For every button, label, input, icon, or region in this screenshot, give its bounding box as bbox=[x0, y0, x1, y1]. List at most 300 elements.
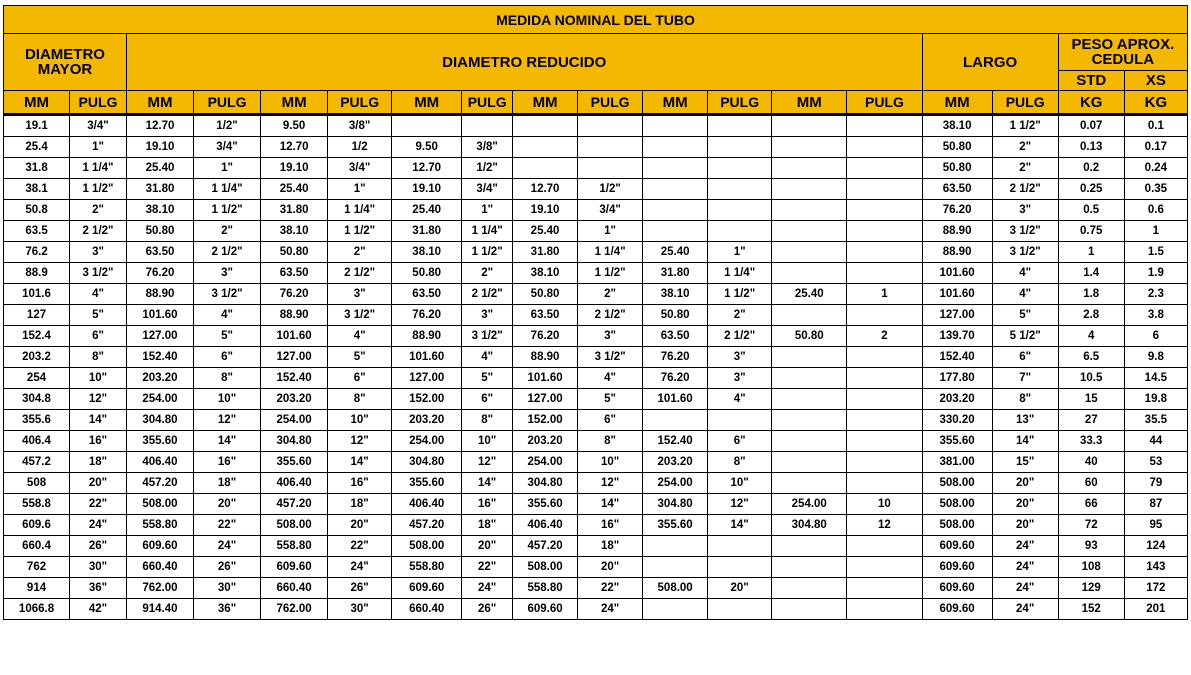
table-cell: 0.1 bbox=[1124, 115, 1187, 137]
table-cell: 19.8 bbox=[1124, 389, 1187, 410]
table-cell: 22" bbox=[194, 515, 261, 536]
table-cell: 1" bbox=[462, 200, 513, 221]
table-cell: 3 1/2" bbox=[462, 326, 513, 347]
table-cell: 19.1 bbox=[4, 115, 70, 137]
table-cell: 1 1/4" bbox=[194, 179, 261, 200]
table-cell: 2 1/2" bbox=[462, 284, 513, 305]
table-cell: 22" bbox=[70, 494, 127, 515]
table-cell: 20" bbox=[708, 578, 772, 599]
table-cell bbox=[847, 263, 922, 284]
table-row bbox=[4, 452, 1188, 473]
table-cell: 14" bbox=[992, 431, 1058, 452]
table-row bbox=[4, 578, 1188, 599]
unit-header-10: MM bbox=[643, 91, 708, 115]
table-cell bbox=[772, 389, 847, 410]
table-cell: 2 1/2" bbox=[194, 242, 261, 263]
table-cell: 2" bbox=[992, 137, 1058, 158]
table-cell bbox=[847, 389, 922, 410]
table-cell: 10" bbox=[194, 389, 261, 410]
table-cell: 2 bbox=[847, 326, 922, 347]
table-cell bbox=[643, 200, 708, 221]
unit-header-3: PULG bbox=[194, 91, 261, 115]
table-cell: 2" bbox=[578, 284, 643, 305]
table-cell: 18" bbox=[70, 452, 127, 473]
table-cell: 1/2" bbox=[578, 179, 643, 200]
table-row bbox=[4, 431, 1188, 452]
table-cell: 355.60 bbox=[643, 515, 708, 536]
table-cell: 15 bbox=[1058, 389, 1124, 410]
table-cell: 609.60 bbox=[126, 536, 193, 557]
table-cell: 19.10 bbox=[261, 158, 328, 179]
table-cell: 66 bbox=[1058, 494, 1124, 515]
table-cell: 304.80 bbox=[392, 452, 462, 473]
table-row bbox=[4, 557, 1188, 578]
table-cell: 3/4" bbox=[578, 200, 643, 221]
table-cell: 38.10 bbox=[261, 221, 328, 242]
table-cell: 24" bbox=[992, 578, 1058, 599]
table-cell: 508.00 bbox=[922, 515, 992, 536]
table-cell: 38.10 bbox=[643, 284, 708, 305]
table-cell: 304.80 bbox=[772, 515, 847, 536]
table-cell: 254.00 bbox=[126, 389, 193, 410]
table-cell bbox=[708, 158, 772, 179]
table-cell bbox=[847, 347, 922, 368]
table-cell: 1.9 bbox=[1124, 263, 1187, 284]
table-cell: 8" bbox=[328, 389, 392, 410]
table-cell: 1 1/2" bbox=[992, 115, 1058, 137]
table-cell: 1 1/4" bbox=[70, 158, 127, 179]
table-cell: 660.40 bbox=[126, 557, 193, 578]
table-cell: 16" bbox=[328, 473, 392, 494]
table-cell bbox=[847, 158, 922, 179]
table-cell: 3 1/2" bbox=[194, 284, 261, 305]
table-cell bbox=[708, 115, 772, 137]
table-cell: 25.40 bbox=[643, 242, 708, 263]
table-cell: 2 1/2" bbox=[992, 179, 1058, 200]
table-cell: 1" bbox=[708, 242, 772, 263]
table-cell bbox=[708, 599, 772, 620]
table-cell: 762.00 bbox=[126, 578, 193, 599]
table-cell: 1" bbox=[70, 137, 127, 158]
table-cell: 1/2 bbox=[328, 137, 392, 158]
table-cell: 63.50 bbox=[261, 263, 328, 284]
table-cell bbox=[643, 221, 708, 242]
table-cell: 304.80 bbox=[513, 473, 578, 494]
table-cell bbox=[847, 599, 922, 620]
table-cell bbox=[847, 578, 922, 599]
table-cell: 1066.8 bbox=[4, 599, 70, 620]
table-cell: 127 bbox=[4, 305, 70, 326]
table-cell: 0.24 bbox=[1124, 158, 1187, 179]
table-cell: 203.20 bbox=[392, 410, 462, 431]
table-cell bbox=[772, 137, 847, 158]
table-cell: 19.10 bbox=[126, 137, 193, 158]
table-cell: 12.70 bbox=[126, 115, 193, 137]
table-cell: 31.80 bbox=[392, 221, 462, 242]
table-cell: 7" bbox=[992, 368, 1058, 389]
table-cell: 3" bbox=[194, 263, 261, 284]
table-cell: 406.4 bbox=[4, 431, 70, 452]
table-cell: 2" bbox=[194, 221, 261, 242]
table-cell bbox=[772, 158, 847, 179]
table-cell: 558.80 bbox=[261, 536, 328, 557]
table-cell: 406.40 bbox=[261, 473, 328, 494]
table-cell: 14" bbox=[194, 431, 261, 452]
table-cell: 88.9 bbox=[4, 263, 70, 284]
table-cell: 508.00 bbox=[922, 494, 992, 515]
table-cell bbox=[847, 452, 922, 473]
header-diametro-reducido: DIAMETRO REDUCIDO bbox=[126, 34, 922, 91]
table-row bbox=[4, 263, 1188, 284]
table-cell: 8" bbox=[462, 410, 513, 431]
table-cell: 10 bbox=[847, 494, 922, 515]
table-cell bbox=[847, 536, 922, 557]
table-row bbox=[4, 410, 1188, 431]
table-cell bbox=[708, 410, 772, 431]
table-cell bbox=[392, 115, 462, 137]
table-cell bbox=[772, 557, 847, 578]
table-cell: 9.50 bbox=[261, 115, 328, 137]
table-cell: 6.5 bbox=[1058, 347, 1124, 368]
table-cell: 8" bbox=[578, 431, 643, 452]
table-cell bbox=[708, 179, 772, 200]
table-cell bbox=[847, 137, 922, 158]
table-cell: 93 bbox=[1058, 536, 1124, 557]
table-cell: 16" bbox=[70, 431, 127, 452]
table-cell bbox=[513, 115, 578, 137]
table-cell: 203.2 bbox=[4, 347, 70, 368]
table-cell bbox=[772, 115, 847, 137]
table-cell: 19.10 bbox=[513, 200, 578, 221]
table-cell: 4" bbox=[462, 347, 513, 368]
table-cell: 201 bbox=[1124, 599, 1187, 620]
table-cell: 609.60 bbox=[513, 599, 578, 620]
table-cell: 101.60 bbox=[126, 305, 193, 326]
table-cell: 304.80 bbox=[261, 431, 328, 452]
table-cell: 76.20 bbox=[126, 263, 193, 284]
table-cell: 3" bbox=[462, 305, 513, 326]
table-cell: 0.17 bbox=[1124, 137, 1187, 158]
table-cell: 508.00 bbox=[643, 578, 708, 599]
table-cell: 16" bbox=[578, 515, 643, 536]
table-cell: 304.80 bbox=[126, 410, 193, 431]
table-cell: 22" bbox=[462, 557, 513, 578]
table-cell: 101.60 bbox=[922, 284, 992, 305]
table-cell: 5" bbox=[70, 305, 127, 326]
table-row bbox=[4, 221, 1188, 242]
table-cell: 31.80 bbox=[643, 263, 708, 284]
table-cell: 14" bbox=[578, 494, 643, 515]
table-cell: 76.20 bbox=[922, 200, 992, 221]
table-cell bbox=[708, 557, 772, 578]
table-cell: 60 bbox=[1058, 473, 1124, 494]
header-diametro-mayor-line2: MAYOR bbox=[37, 61, 93, 78]
table-cell: 406.40 bbox=[513, 515, 578, 536]
table-cell: 30" bbox=[70, 557, 127, 578]
table-cell: 2" bbox=[992, 158, 1058, 179]
unit-header-1: PULG bbox=[70, 91, 127, 115]
table-cell: 203.20 bbox=[643, 452, 708, 473]
table-cell: 3/4" bbox=[194, 137, 261, 158]
table-cell: 101.60 bbox=[392, 347, 462, 368]
table-cell: 9.50 bbox=[392, 137, 462, 158]
table-cell: 76.20 bbox=[643, 368, 708, 389]
table-cell: 19.10 bbox=[392, 179, 462, 200]
table-cell: 914.40 bbox=[126, 599, 193, 620]
table-cell: 10" bbox=[578, 452, 643, 473]
table-cell bbox=[643, 557, 708, 578]
table-cell: 152 bbox=[1058, 599, 1124, 620]
table-cell: 203.20 bbox=[922, 389, 992, 410]
table-cell: 4" bbox=[328, 326, 392, 347]
table-cell: 50.80 bbox=[922, 137, 992, 158]
table-cell: 31.8 bbox=[4, 158, 70, 179]
table-cell: 36" bbox=[194, 599, 261, 620]
table-cell: 35.5 bbox=[1124, 410, 1187, 431]
table-cell: 24" bbox=[992, 557, 1058, 578]
table-cell: 24" bbox=[578, 599, 643, 620]
table-cell: 3" bbox=[328, 284, 392, 305]
table-cell: 558.8 bbox=[4, 494, 70, 515]
table-cell: 8" bbox=[992, 389, 1058, 410]
table-cell: 1 1/4" bbox=[708, 263, 772, 284]
table-cell: 33.3 bbox=[1058, 431, 1124, 452]
table-cell: 4 bbox=[1058, 326, 1124, 347]
table-cell: 36" bbox=[70, 578, 127, 599]
table-cell: 88.90 bbox=[261, 305, 328, 326]
table-cell: 660.4 bbox=[4, 536, 70, 557]
table-row bbox=[4, 473, 1188, 494]
table-cell: 6" bbox=[708, 431, 772, 452]
table-cell: 3" bbox=[70, 242, 127, 263]
table-cell: 406.40 bbox=[126, 452, 193, 473]
table-cell: 609.60 bbox=[261, 557, 328, 578]
table-cell: 457.20 bbox=[513, 536, 578, 557]
table-cell: 558.80 bbox=[513, 578, 578, 599]
table-cell: 88.90 bbox=[392, 326, 462, 347]
table-cell: 53 bbox=[1124, 452, 1187, 473]
table-cell bbox=[847, 200, 922, 221]
table-title: MEDIDA NOMINAL DEL TUBO bbox=[4, 6, 1188, 34]
table-cell: 10.5 bbox=[1058, 368, 1124, 389]
table-cell: 762.00 bbox=[261, 599, 328, 620]
table-row bbox=[4, 326, 1188, 347]
table-cell: 50.80 bbox=[922, 158, 992, 179]
table-cell: 24" bbox=[462, 578, 513, 599]
table-cell: 3 1/2" bbox=[70, 263, 127, 284]
table-cell: 152.4 bbox=[4, 326, 70, 347]
table-cell: 1/2" bbox=[462, 158, 513, 179]
table-cell bbox=[513, 158, 578, 179]
table-cell: 1 1/2" bbox=[708, 284, 772, 305]
table-cell: 0.6 bbox=[1124, 200, 1187, 221]
table-cell: 508.00 bbox=[513, 557, 578, 578]
table-cell: 26" bbox=[462, 599, 513, 620]
table-cell: 355.60 bbox=[392, 473, 462, 494]
table-cell: 5" bbox=[328, 347, 392, 368]
table-cell: 304.8 bbox=[4, 389, 70, 410]
table-cell: 6" bbox=[70, 326, 127, 347]
table-cell bbox=[847, 115, 922, 137]
table-cell: 14.5 bbox=[1124, 368, 1187, 389]
table-cell bbox=[847, 305, 922, 326]
table-cell: 12 bbox=[847, 515, 922, 536]
table-cell: 1 1/2" bbox=[462, 242, 513, 263]
table-row bbox=[4, 137, 1188, 158]
table-cell: 254.00 bbox=[643, 473, 708, 494]
table-cell: 3 1/2" bbox=[992, 242, 1058, 263]
table-cell: 1 1/4" bbox=[328, 200, 392, 221]
table-cell: 87 bbox=[1124, 494, 1187, 515]
table-cell: 457.20 bbox=[261, 494, 328, 515]
table-cell: 101.60 bbox=[261, 326, 328, 347]
table-cell: 76.20 bbox=[392, 305, 462, 326]
table-cell: 0.75 bbox=[1058, 221, 1124, 242]
table-cell: 152.40 bbox=[643, 431, 708, 452]
table-cell: 31.80 bbox=[513, 242, 578, 263]
table-cell: 2 1/2" bbox=[328, 263, 392, 284]
table-cell: 2.8 bbox=[1058, 305, 1124, 326]
table-cell: 6" bbox=[462, 389, 513, 410]
table-cell: 30" bbox=[328, 599, 392, 620]
table-cell: 355.60 bbox=[126, 431, 193, 452]
table-cell bbox=[772, 368, 847, 389]
table-cell: 20" bbox=[992, 494, 1058, 515]
table-row bbox=[4, 200, 1188, 221]
table-cell: 18" bbox=[462, 515, 513, 536]
table-cell: 40 bbox=[1058, 452, 1124, 473]
table-cell: 609.6 bbox=[4, 515, 70, 536]
table-cell: 152.00 bbox=[513, 410, 578, 431]
table-cell: 8" bbox=[194, 368, 261, 389]
table-cell: 5" bbox=[578, 389, 643, 410]
table-cell: 127.00 bbox=[261, 347, 328, 368]
table-cell: 12" bbox=[462, 452, 513, 473]
pipe-dimension-table-container bbox=[3, 5, 1188, 620]
table-cell: 12" bbox=[194, 410, 261, 431]
table-cell: 1 1/2" bbox=[70, 179, 127, 200]
table-cell: 254 bbox=[4, 368, 70, 389]
table-row bbox=[4, 284, 1188, 305]
table-cell: 127.00 bbox=[126, 326, 193, 347]
table-cell: 76.20 bbox=[643, 347, 708, 368]
table-cell: 26" bbox=[194, 557, 261, 578]
table-cell: 18" bbox=[194, 473, 261, 494]
table-cell: 15" bbox=[992, 452, 1058, 473]
table-cell: 24" bbox=[70, 515, 127, 536]
table-cell: 18" bbox=[328, 494, 392, 515]
table-cell: 152.00 bbox=[392, 389, 462, 410]
table-cell: 3" bbox=[578, 326, 643, 347]
table-row bbox=[4, 179, 1188, 200]
table-cell: 457.20 bbox=[126, 473, 193, 494]
table-cell: 25.40 bbox=[126, 158, 193, 179]
table-cell: 124 bbox=[1124, 536, 1187, 557]
table-cell: 101.60 bbox=[922, 263, 992, 284]
table-cell bbox=[772, 410, 847, 431]
table-cell: 12" bbox=[578, 473, 643, 494]
table-cell: 31.80 bbox=[126, 179, 193, 200]
table-cell: 4" bbox=[992, 284, 1058, 305]
table-body bbox=[4, 115, 1188, 620]
table-cell: 108 bbox=[1058, 557, 1124, 578]
table-cell: 20" bbox=[462, 536, 513, 557]
table-cell: 63.5 bbox=[4, 221, 70, 242]
header-units-row bbox=[4, 91, 1188, 115]
table-cell: 139.70 bbox=[922, 326, 992, 347]
table-cell: 14" bbox=[328, 452, 392, 473]
table-cell bbox=[578, 158, 643, 179]
table-cell: 508.00 bbox=[126, 494, 193, 515]
table-cell: 508.00 bbox=[392, 536, 462, 557]
pipe-dimension-table bbox=[3, 5, 1188, 620]
table-cell bbox=[772, 473, 847, 494]
table-cell: 10" bbox=[328, 410, 392, 431]
table-cell: 0.35 bbox=[1124, 179, 1187, 200]
table-cell: 2" bbox=[70, 200, 127, 221]
table-cell bbox=[643, 536, 708, 557]
table-cell: 6 bbox=[1124, 326, 1187, 347]
table-cell: 558.80 bbox=[126, 515, 193, 536]
table-cell: 1 1/2" bbox=[194, 200, 261, 221]
table-cell: 24" bbox=[328, 557, 392, 578]
table-cell: 22" bbox=[328, 536, 392, 557]
table-cell bbox=[708, 200, 772, 221]
table-cell: 88.90 bbox=[922, 242, 992, 263]
table-cell: 177.80 bbox=[922, 368, 992, 389]
unit-header-9: PULG bbox=[578, 91, 643, 115]
table-cell: 8" bbox=[708, 452, 772, 473]
unit-header-13: PULG bbox=[847, 91, 922, 115]
table-cell: 10" bbox=[462, 431, 513, 452]
table-cell: 3" bbox=[992, 200, 1058, 221]
table-cell: 3/8" bbox=[328, 115, 392, 137]
table-cell bbox=[708, 221, 772, 242]
table-cell: 660.40 bbox=[261, 578, 328, 599]
table-cell: 152.40 bbox=[261, 368, 328, 389]
table-cell: 1/2" bbox=[194, 115, 261, 137]
table-cell: 44 bbox=[1124, 431, 1187, 452]
table-cell: 1 1/4" bbox=[578, 242, 643, 263]
table-cell: 26" bbox=[70, 536, 127, 557]
table-cell: 20" bbox=[578, 557, 643, 578]
table-cell bbox=[578, 137, 643, 158]
table-header bbox=[4, 6, 1188, 115]
table-cell: 63.50 bbox=[513, 305, 578, 326]
table-cell bbox=[513, 137, 578, 158]
table-cell: 355.60 bbox=[513, 494, 578, 515]
table-row bbox=[4, 599, 1188, 620]
table-cell: 6" bbox=[578, 410, 643, 431]
table-cell: 101.60 bbox=[513, 368, 578, 389]
table-cell: 355.6 bbox=[4, 410, 70, 431]
unit-header-12: MM bbox=[772, 91, 847, 115]
table-cell: 203.20 bbox=[261, 389, 328, 410]
table-row bbox=[4, 515, 1188, 536]
table-cell: 6" bbox=[194, 347, 261, 368]
table-cell: 660.40 bbox=[392, 599, 462, 620]
table-cell: 3/4" bbox=[328, 158, 392, 179]
table-cell bbox=[772, 242, 847, 263]
table-cell: 24" bbox=[992, 599, 1058, 620]
table-cell bbox=[643, 158, 708, 179]
table-cell: 508.00 bbox=[261, 515, 328, 536]
header-diametro-mayor-line1: DIAMETRO bbox=[24, 46, 105, 63]
table-cell bbox=[772, 221, 847, 242]
table-cell: 254.00 bbox=[261, 410, 328, 431]
table-cell: 76.20 bbox=[261, 284, 328, 305]
table-cell: 50.80 bbox=[126, 221, 193, 242]
